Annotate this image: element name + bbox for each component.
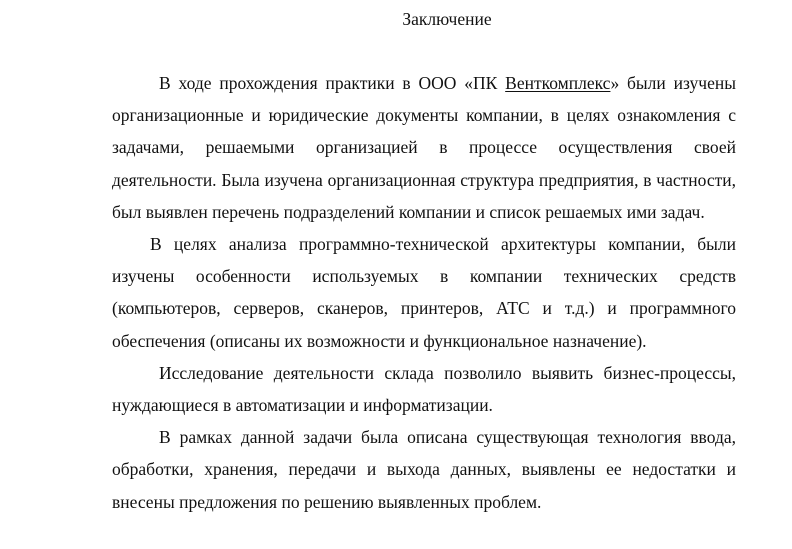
paragraph-internship-summary [112,67,736,228]
document-body [112,67,736,518]
paragraph-warehouse-research: Исследование деятельности склада позволило выявить бизнес-процессы, нуждающиеся в автоматизации и информатизации. [112,362,736,416]
paragraph-technology-description: В рамках данной задачи была описана существующая технология ввода, обработки, хранения, передачи и выхода данных, выявлены ее недостатки и внесены предложения по решению выявленных проблем. [112,427,736,512]
paragraph-1-end: » были изучены организационные и юридические документы компании, в целях ознакомления с задачами, решаемыми организацией в процессе осуществления своей деятельности. Была изучена организационная структура предприятия, в частности, был выявлен перечень подразделений компании и список решаемых ими задач. [112,73,736,222]
company-name-underlined: Венткомплекс [505,73,611,93]
document-heading: Заключение [402,9,492,29]
paragraph-architecture-analysis: В целях анализа программно-технической архитектуры компании, были изучены особенности используемых в компании технических средств (компьютеров, серверов, сканеров, принтеров, АТС и т.д.) и программного обеспечения (описаны их возможности и функциональное назначение). [112,234,736,351]
paragraph-1-start: В ходе прохождения практики в ООО «ПК [159,73,506,93]
